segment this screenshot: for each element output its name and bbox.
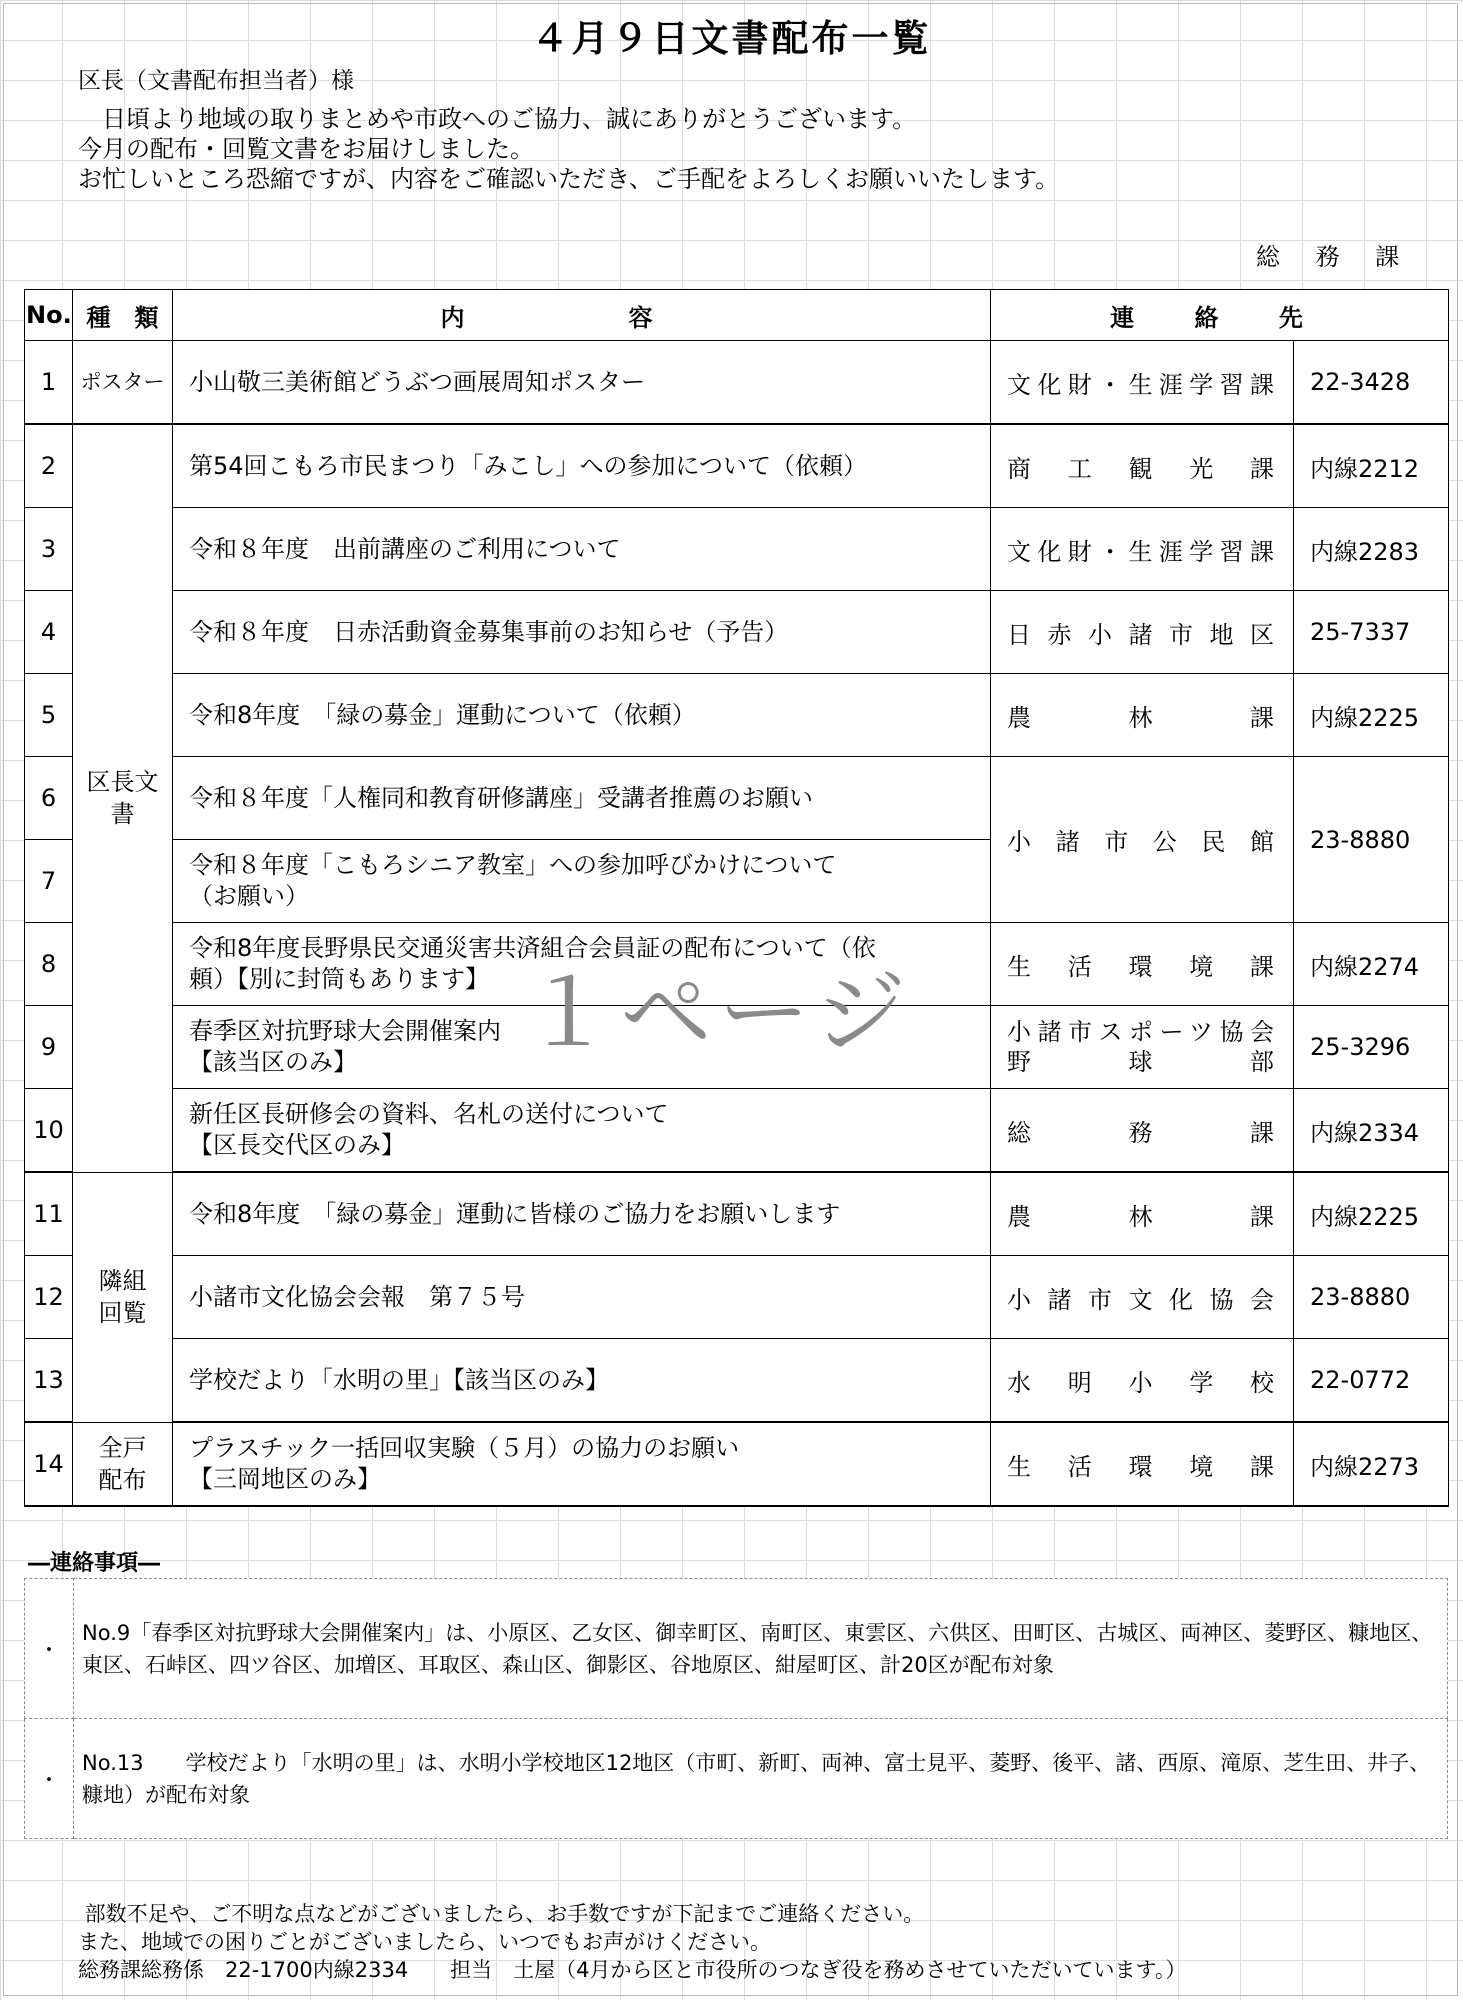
row-no: 3: [25, 508, 73, 591]
table-row: [25, 1172, 1449, 1256]
table-row: [25, 1256, 1449, 1339]
greeting-line: お忙しいところ恐縮ですが、内容をご確認いただき、ご手配をよろしくお願いいたします。: [78, 165, 1060, 193]
header-type: 種 類: [73, 290, 173, 341]
note-bullet: ・: [25, 1719, 74, 1839]
row-contact: 日赤小諸市地区: [991, 591, 1294, 674]
table-row: [25, 674, 1449, 757]
row-phone: 内線2212: [1294, 424, 1449, 508]
sender-department: 総 務 課: [1256, 243, 1414, 271]
row-content: プラスチック一括回収実験（５月）の協力のお願い 【三岡地区のみ】: [173, 1422, 991, 1506]
row-content: 令和８年度「人権同和教育研修講座」受講者推薦のお願い: [173, 757, 991, 840]
row-no: 14: [25, 1422, 73, 1506]
table-header-row: [25, 290, 1449, 341]
row-content: 学校だより「水明の里」【該当区のみ】: [173, 1339, 991, 1423]
notes-title: ―連絡事項―: [28, 1551, 161, 1576]
greeting-line: 今月の配布・回覧文書をお届けしました。: [78, 135, 534, 163]
row-contact: 小諸市スポーツ協会 野球部: [991, 1006, 1294, 1089]
row-phone: 22-3428: [1294, 341, 1449, 425]
table-row: [25, 1422, 1449, 1506]
row-phone: 内線2225: [1294, 1172, 1449, 1256]
row-content: 小諸市文化協会会報 第７５号: [173, 1256, 991, 1339]
notes-table: [24, 1578, 1448, 1839]
greeting-line: 日頃より地域の取りまとめや市政へのご協力、誠にありがとうございます。: [78, 105, 917, 133]
row-no: 1: [25, 341, 73, 425]
footer-line: また、地域での困りごとがございましたら、いつでもお声がけください。: [78, 1930, 771, 1954]
row-phone: 内線2334: [1294, 1089, 1449, 1173]
row-phone: 内線2274: [1294, 923, 1449, 1006]
row-content: 令和８年度「こもろシニア教室」への参加呼びかけについて （お願い）: [173, 840, 991, 923]
type-zenko-haifu: 全戸配布: [73, 1422, 173, 1506]
row-content: 新任区長研修会の資料、名札の送付について 【区長交代区のみ】: [173, 1089, 991, 1173]
row-phone: 25-3296: [1294, 1006, 1449, 1089]
page-title: ４月９日文書配布一覧: [531, 17, 932, 60]
row-phone: 内線2273: [1294, 1422, 1449, 1506]
footer-contact: [78, 1900, 1186, 1984]
row-contact: 生活環境課: [991, 923, 1294, 1006]
row-contact: 生活環境課: [991, 1422, 1294, 1506]
note-text: No.13 学校だより「水明の里」は、水明小学校地区12地区（市町、新町、両神、富士見平、菱野、後平、諸、西原、滝原、芝生田、井子、糠地）が配布対象: [74, 1719, 1448, 1839]
row-contact: 総務課: [991, 1089, 1294, 1173]
table-row: [25, 1339, 1449, 1423]
footer-line: 総務課総務係 22-1700内線2334 担当 土屋（4月から区と市役所のつなぎ役を務めさせていただいています。）: [78, 1958, 1187, 1982]
type-rinkumi-kairan: 隣組回覧: [73, 1172, 173, 1422]
row-contact: 文化財・生涯学習課: [991, 508, 1294, 591]
row-content: 令和8年度長野県民交通災害共済組合会員証の配布について（依 頼）【別に封筒もあります】: [173, 923, 991, 1006]
header-contact: 連 絡 先: [991, 290, 1449, 341]
row-contact: 農林課: [991, 674, 1294, 757]
row-contact: 水明小学校: [991, 1339, 1294, 1423]
row-content: 令和8年度 「緑の募金」運動に皆様のご協力をお願いします: [173, 1172, 991, 1256]
footer-line: 部数不足や、ご不明な点などがございましたら、お手数ですが下記までご連絡ください。: [78, 1902, 925, 1926]
table-row: [25, 341, 1449, 425]
type-poster: ポスター: [73, 341, 173, 425]
row-contact: 文化財・生涯学習課: [991, 341, 1294, 425]
row-no: 9: [25, 1006, 73, 1089]
row-no: 8: [25, 923, 73, 1006]
row-no: 11: [25, 1172, 73, 1256]
note-text: No.9「春季区対抗野球大会開催案内」は、小原区、乙女区、御幸町区、南町区、東雲区、六供区、田町区、古城区、両神区、菱野区、糠地区、東区、石峠区、四ツ谷区、加増区、耳取区、森山区、御影区、谷地原区、紺屋町区、計20区が配布対象: [74, 1579, 1448, 1719]
row-no: 2: [25, 424, 73, 508]
row-phone: 内線2283: [1294, 508, 1449, 591]
header-content: 内 容: [173, 290, 991, 341]
row-no: 10: [25, 1089, 73, 1173]
row-contact: 小諸市文化協会: [991, 1256, 1294, 1339]
note-row: [25, 1579, 1448, 1719]
row-phone: 23-8880: [1294, 1256, 1449, 1339]
row-phone: 25-7337: [1294, 591, 1449, 674]
row-no: 12: [25, 1256, 73, 1339]
note-row: [25, 1719, 1448, 1839]
row-contact: 小諸市公民館: [991, 757, 1294, 923]
row-no: 6: [25, 757, 73, 840]
row-content: 第54回こもろ市民まつり「みこし」への参加について（依頼）: [173, 424, 991, 508]
row-contact: 農林課: [991, 1172, 1294, 1256]
table-row: [25, 424, 1449, 508]
table-row: [25, 1089, 1449, 1173]
greeting: [78, 104, 1059, 194]
row-no: 7: [25, 840, 73, 923]
header-no: No.: [25, 290, 73, 341]
row-content: 令和８年度 日赤活動資金募集事前のお知らせ（予告）: [173, 591, 991, 674]
distribution-table: [24, 289, 1449, 1507]
row-phone: 22-0772: [1294, 1339, 1449, 1423]
row-no: 5: [25, 674, 73, 757]
row-content: 春季区対抗野球大会開催案内 【該当区のみ】: [173, 1006, 991, 1089]
page-watermark: １ページ: [522, 960, 913, 1067]
table-row: [25, 591, 1449, 674]
row-contact: 商工観光課: [991, 424, 1294, 508]
table-row: [25, 757, 1449, 840]
row-phone: 23-8880: [1294, 757, 1449, 923]
table-row: [25, 508, 1449, 591]
row-content: 令和８年度 出前講座のご利用について: [173, 508, 991, 591]
row-content: 令和8年度 「緑の募金」運動について（依頼）: [173, 674, 991, 757]
note-bullet: ・: [25, 1579, 74, 1719]
type-kucho-bunsho: 区長文書: [73, 424, 173, 1172]
row-content: 小山敬三美術館どうぶつ画展周知ポスター: [173, 341, 991, 425]
row-phone: 内線2225: [1294, 674, 1449, 757]
row-no: 4: [25, 591, 73, 674]
addressee: 区長（文書配布担当者）様: [78, 68, 354, 94]
row-no: 13: [25, 1339, 73, 1423]
